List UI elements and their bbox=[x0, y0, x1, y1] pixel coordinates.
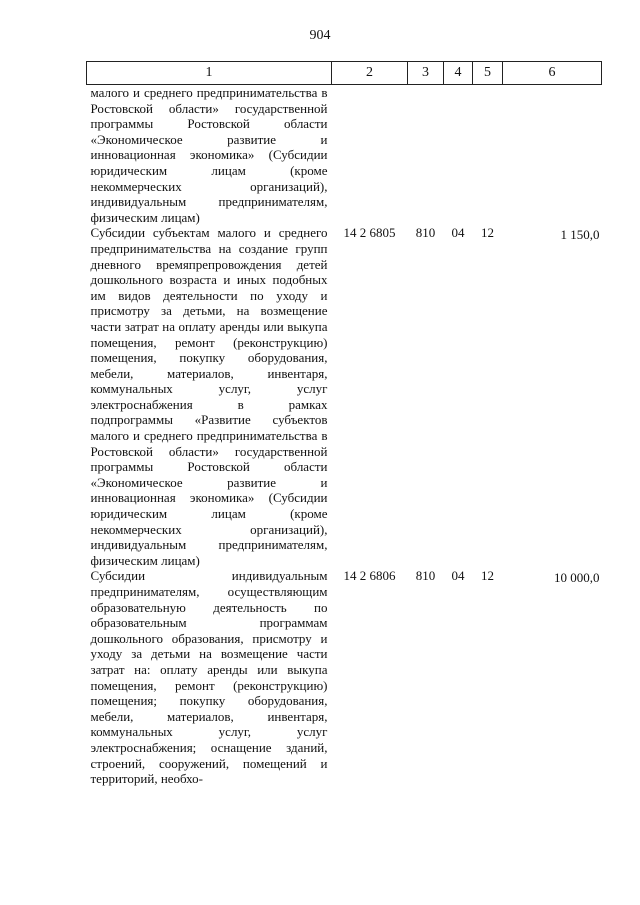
row-vr bbox=[408, 85, 444, 226]
row-amount: 10 000,0 bbox=[554, 570, 600, 586]
row-name: малого и среднего предпринимательства в Ростовской области» государственной программы Ростовской области «Экономическое развитие и инновационная экономика» (Субсидии юридическим лицам (кроме некоммерческих организаций), индивидуальным предпринимателям, физическим лицам) bbox=[90, 85, 328, 225]
row-pr: 12 bbox=[481, 568, 494, 584]
row-vr: 810 bbox=[415, 225, 436, 241]
row-amount bbox=[503, 85, 602, 226]
column-header: 6 bbox=[503, 62, 602, 85]
page-number: 904 bbox=[309, 28, 331, 43]
table-row bbox=[87, 225, 602, 568]
row-name: Субсидии субъектам малого и среднего предпринимательства на создание групп дневного времяпрепровождения детей дошкольного возраста и иных подобных им видов деятельности по уходу и присмотру за детьми, на возмещение части затрат на оплату аренды или выкупа помещения, ремонт (реконструкцию) помещения, покупку оборудования, мебели, материалов, инвентаря, коммунальных услуг, услуг электроснабжения в рамках подпрограммы «Развитие субъектов малого и среднего предпринимательства в Ростовской области» государственной программы Ростовской области «Экономическое развитие и инновационная экономика» (Субсидии юридическим лицам (кроме некоммерческих организаций), индивидуальным предпринимателям, физическим лицам) bbox=[90, 225, 328, 568]
row-code bbox=[332, 85, 408, 226]
row-code: 14 2 6806 bbox=[343, 568, 396, 584]
row-rz bbox=[444, 85, 473, 226]
budget-table bbox=[86, 61, 602, 787]
row-vr: 810 bbox=[415, 568, 436, 584]
column-header: 1 bbox=[87, 62, 332, 85]
row-amount: 1 150,0 bbox=[560, 227, 600, 243]
column-header: 2 bbox=[332, 62, 408, 85]
table-header-row bbox=[87, 62, 602, 85]
table-row bbox=[87, 568, 602, 786]
row-rz: 04 bbox=[451, 568, 465, 584]
row-pr bbox=[473, 85, 503, 226]
table-row bbox=[87, 85, 602, 226]
row-code: 14 2 6805 bbox=[343, 225, 396, 241]
column-header: 5 bbox=[473, 62, 503, 85]
column-header: 4 bbox=[444, 62, 473, 85]
row-rz: 04 bbox=[451, 225, 465, 241]
column-header: 3 bbox=[408, 62, 444, 85]
row-name: Субсидии индивидуальным предпринимателям, осуществляющим образовательную деятельность по образовательным программам дошкольного образования, присмотру и уходу за детьми на возмещение части затрат на: оплату аренды или выкупа помещения, ремонт (реконструкцию) помещения; покупку оборудования, мебели, материалов, инвентаря, коммунальных услуг, услуг электроснабжения; оснащение зданий, строений, сооружений, помещений и территорий, необхо- bbox=[90, 568, 328, 787]
row-pr: 12 bbox=[481, 225, 494, 241]
